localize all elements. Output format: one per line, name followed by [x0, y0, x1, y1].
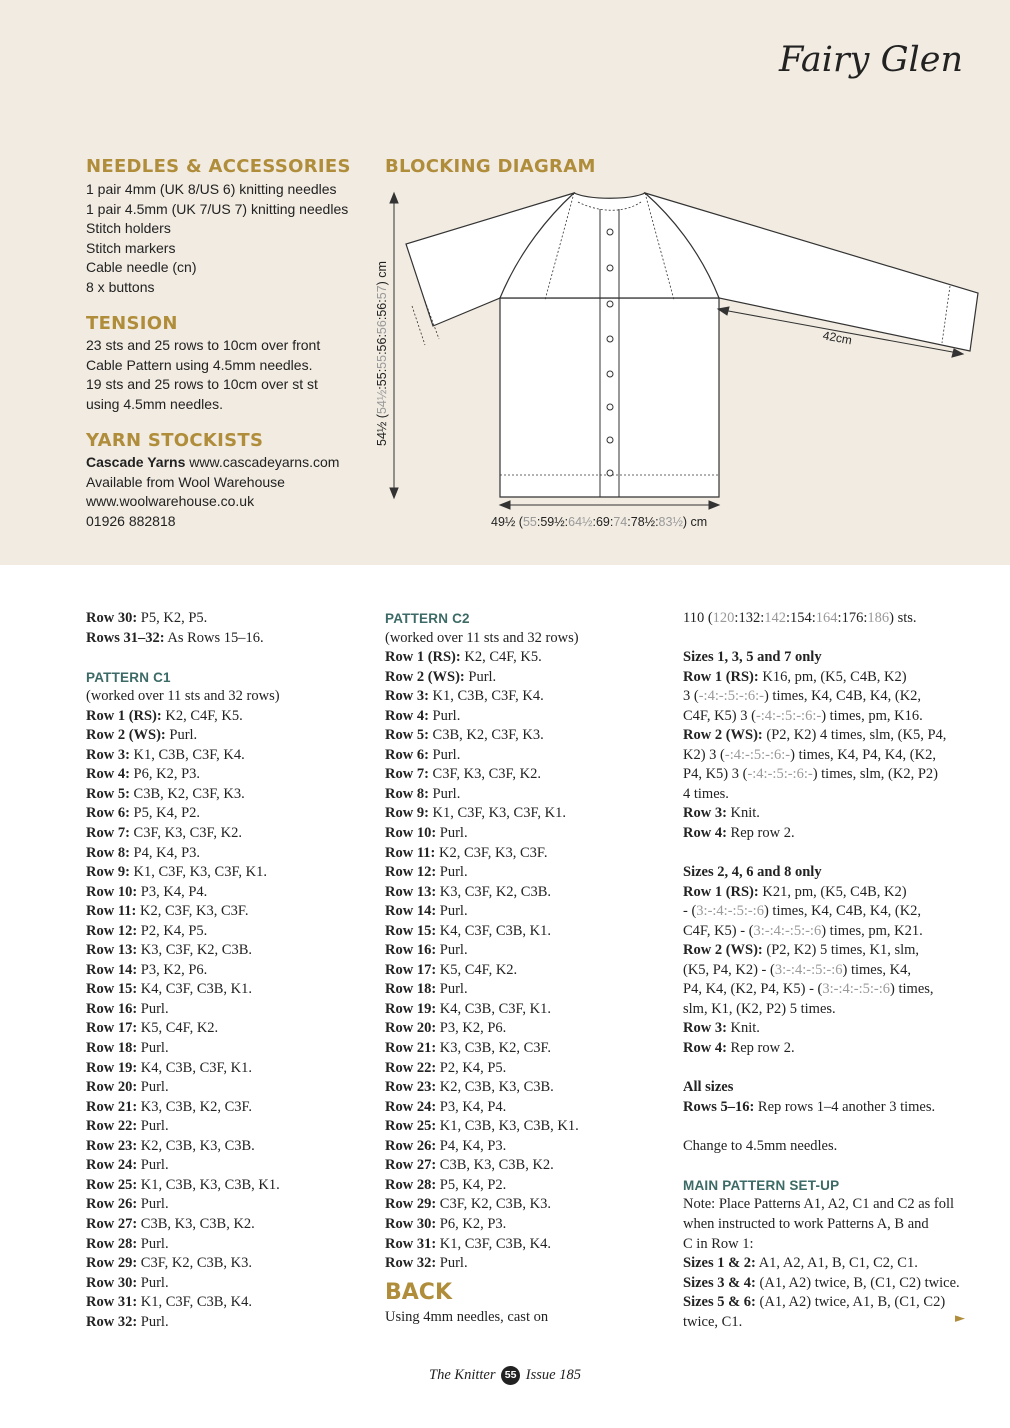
button	[607, 437, 613, 443]
footer-magazine: The Knitter	[429, 1366, 500, 1383]
row-line: slm, K1, (K2, P2) 5 times.	[683, 1000, 836, 1017]
row-line: Row 26: P4, K4, P3.	[385, 1137, 507, 1154]
width-arrow-head	[709, 501, 719, 509]
continue-arrow-icon: ►	[955, 1311, 965, 1326]
blocking-diagram	[0, 0, 1010, 565]
row-line: (K5, P4, K2) - (3:-:4:-:5:-:6) times, K4,	[683, 961, 911, 978]
row-line: Row 31: K1, C3F, C3B, K4.	[385, 1235, 552, 1252]
row-line: Row 20: P3, K2, P6.	[385, 1020, 507, 1037]
row-line: Row 3: Knit.	[683, 1020, 760, 1037]
row-line: Row 32: Purl.	[385, 1255, 468, 1272]
row-line: Row 10: Purl.	[385, 825, 468, 842]
needles-heading: NEEDLES & ACCESSORIES	[86, 156, 351, 177]
row-line: P4, K4, (K2, P4, K5) - (3:-:4:-:5:-:6) times,	[683, 981, 934, 998]
row-line: Row 30: Purl.	[86, 1274, 169, 1291]
main-pattern-heading: MAIN PATTERN SET-UP	[683, 1177, 840, 1193]
row-line: Row 26: Purl.	[86, 1196, 169, 1213]
row-line: Row 18: Purl.	[86, 1040, 169, 1057]
row-line: Row 21: K3, C3B, K2, C3F.	[385, 1040, 552, 1057]
row-line: Row 9: K1, C3F, K3, C3F, K1.	[86, 864, 267, 881]
row-line: Row 8: Purl.	[385, 785, 461, 802]
button	[607, 265, 613, 271]
row-line: Row 30: P6, K2, P3.	[385, 1215, 507, 1232]
needles-item: Cable needle (cn)	[86, 259, 197, 276]
row-line: Row 9: K1, C3F, K3, C3F, K1.	[385, 805, 566, 822]
row-line: Row 24: P3, K4, P4.	[385, 1098, 507, 1115]
row-line: Row 2 (WS): Purl.	[385, 668, 497, 685]
row-line: Row 16: Purl.	[385, 942, 468, 959]
row-line: Rows 31–32: As Rows 15–16.	[86, 629, 264, 646]
back-text: Using 4mm needles, cast on	[385, 1308, 549, 1325]
row-line: Row 15: K4, C3F, C3B, K1.	[385, 922, 552, 939]
row-line: Row 21: K3, C3B, K2, C3F.	[86, 1098, 253, 1115]
row-line: Row 3: K1, C3B, C3F, K4.	[86, 746, 245, 763]
row-line: Row 14: P3, K2, P6.	[86, 961, 208, 978]
sizes-even-heading: Sizes 2, 4, 6 and 8 only	[683, 864, 822, 881]
button	[607, 229, 613, 235]
note-line: when instructed to work Patterns A, B and	[683, 1215, 929, 1232]
pattern-title: Fairy Glen	[778, 40, 963, 80]
needles-item: Stitch holders	[86, 220, 171, 237]
row-line: C4F, K5) - (3:-:4:-:5:-:6) times, pm, K21.	[683, 922, 923, 939]
tension-line: Cable Pattern using 4.5mm needles.	[86, 356, 313, 373]
row-line: Row 23: K2, C3B, K3, C3B.	[86, 1137, 255, 1154]
left-cuff-line	[412, 306, 425, 345]
row-line: Row 5: C3B, K2, C3F, K3.	[385, 727, 544, 744]
pattern-c1-note: (worked over 11 sts and 32 rows)	[86, 688, 280, 705]
row-line: Row 10: P3, K4, P4.	[86, 883, 208, 900]
row-line: Row 4: P6, K2, P3.	[86, 766, 201, 783]
column-2	[385, 609, 579, 1327]
row-line: Row 24: Purl.	[86, 1157, 169, 1174]
needles-item: 1 pair 4mm (UK 8/US 6) knitting needles	[86, 181, 337, 197]
pattern-c1-heading: PATTERN C1	[86, 669, 171, 685]
row-line: Row 31: K1, C3F, C3B, K4.	[86, 1294, 253, 1311]
column-1	[86, 609, 280, 1332]
row-line: Row 4: Rep row 2.	[683, 1040, 795, 1057]
row-line: K2) 3 (-:4:-:5:-:6:-) times, K4, P4, K4, (K2,	[683, 746, 936, 763]
row-line: Row 19: K4, C3B, C3F, K1.	[86, 1059, 253, 1076]
row-line: Row 6: Purl.	[385, 746, 461, 763]
row-line: Row 3: Knit.	[683, 805, 760, 822]
button	[607, 336, 613, 342]
button	[607, 470, 613, 476]
tension-line: 23 sts and 25 rows to 10cm over front	[86, 337, 321, 353]
size-line: twice, C1.	[683, 1313, 743, 1330]
length-arrow-head	[390, 488, 398, 498]
button	[607, 404, 613, 410]
row-line: Row 18: Purl.	[385, 981, 468, 998]
all-sizes-heading: All sizes	[683, 1079, 734, 1096]
row-line: Row 7: C3F, K3, C3F, K2.	[86, 825, 242, 842]
note-line: C in Row 1:	[683, 1235, 754, 1252]
width-arrow-head	[500, 501, 510, 509]
row-line: Row 12: P2, K4, P5.	[86, 922, 208, 939]
sleeve-label: 42cm	[821, 328, 854, 348]
yarn-brand: Cascade Yarns	[86, 454, 186, 470]
row-line: 3 (-:4:-:5:-:6:-) times, K4, C4B, K4, (K2,	[683, 688, 922, 705]
back-heading: BACK	[385, 1279, 452, 1305]
row-line: Row 11: K2, C3F, K3, C3F.	[385, 844, 548, 861]
row-line: Row 28: P5, K4, P2.	[385, 1176, 507, 1193]
row-line: Row 12: Purl.	[385, 864, 468, 881]
row-line: - (3:-:4:-:5:-:6) times, K4, C4B, K4, (K2,	[683, 903, 922, 920]
row-line: Row 15: K4, C3F, C3B, K1.	[86, 981, 253, 998]
row-line: Row 13: K3, C3F, K2, C3B.	[385, 883, 552, 900]
size-line: Sizes 3 & 4: (A1, A2) twice, B, (C1, C2) twice.	[683, 1274, 960, 1291]
row-line: C4F, K5) 3 (-:4:-:5:-:6:-) times, pm, K16.	[683, 707, 923, 724]
row-line: Row 29: C3F, K2, C3B, K3.	[86, 1255, 253, 1272]
length-label: 54½ (54½:55:55:56:56:56:57) cm	[375, 261, 389, 446]
yarn-line: 01926 882818	[86, 512, 176, 529]
row-line: Row 13: K3, C3F, K2, C3B.	[86, 942, 253, 959]
row-line: Row 8: P4, K4, P3.	[86, 844, 201, 861]
diagram-heading: BLOCKING DIAGRAM	[385, 156, 596, 177]
footer-issue: Issue 185	[522, 1366, 581, 1383]
length-arrow-head	[390, 193, 398, 203]
row-line: Row 6: P5, K4, P2.	[86, 805, 201, 822]
row-line: Row 30: P5, K2, P5.	[86, 610, 208, 626]
row-line: P4, K5) 3 (-:4:-:5:-:6:-) times, slm, (K2, P2)	[683, 766, 938, 783]
row-line: Row 25: K1, C3B, K3, C3B, K1.	[86, 1176, 280, 1193]
row-line: Row 25: K1, C3B, K3, C3B, K1.	[385, 1118, 579, 1135]
needles-item: Stitch markers	[86, 239, 176, 256]
row-line: Row 3: K1, C3B, C3F, K4.	[385, 688, 544, 705]
row-line: Row 27: C3B, K3, C3B, K2.	[86, 1215, 255, 1232]
row-line: Row 27: C3B, K3, C3B, K2.	[385, 1157, 554, 1174]
row-line: Row 1 (RS): K2, C4F, K5.	[86, 707, 243, 724]
size-line: Sizes 5 & 6: (A1, A2) twice, A1, B, (C1, C2)	[683, 1294, 946, 1311]
row-line: Row 28: Purl.	[86, 1235, 169, 1252]
row-line: Row 22: P2, K4, P5.	[385, 1059, 507, 1076]
row-line: Row 2 (WS): (P2, K2) 5 times, K1, slm,	[683, 942, 920, 959]
width-label: 49½ (55:59½:64½:69:74:78½:83½) cm	[491, 515, 708, 529]
button	[607, 371, 613, 377]
tension-line: 19 sts and 25 rows to 10cm over st st	[86, 376, 318, 393]
row-line: Row 23: K2, C3B, K3, C3B.	[385, 1079, 554, 1096]
tension-line: using 4.5mm needles.	[86, 395, 223, 412]
row-line: Row 17: K5, C4F, K2.	[86, 1020, 219, 1037]
row-line: Row 4: Rep row 2.	[683, 825, 795, 842]
row-line: Row 16: Purl.	[86, 1000, 169, 1017]
row-line: Row 2 (WS): Purl.	[86, 727, 198, 744]
yarn-brand-url[interactable]: www.cascadeyarns.com	[185, 454, 340, 470]
yarn-line[interactable]: www.woolwarehouse.co.uk	[86, 493, 255, 510]
row-line: Row 20: Purl.	[86, 1079, 169, 1096]
size-line: Sizes 1 & 2: A1, A2, A1, B, C1, C2, C1.	[683, 1255, 918, 1272]
row-line: Row 7: C3F, K3, C3F, K2.	[385, 766, 541, 783]
row-line: Row 4: Purl.	[385, 707, 461, 724]
yarn-line: Available from Wool Warehouse	[86, 473, 285, 490]
needles-item: 8 x buttons	[86, 278, 155, 295]
row-line: Row 2 (WS): (P2, K2) 4 times, slm, (K5, P4,	[683, 727, 947, 744]
pattern-c2-heading: PATTERN C2	[385, 611, 470, 626]
row-line: Row 14: Purl.	[385, 903, 468, 920]
cast-on-count: 110 (120:132:142:154:164:176:186) sts.	[683, 610, 917, 626]
row-line: Row 11: K2, C3F, K3, C3F.	[86, 903, 249, 920]
row-line: Rows 5–16: Rep rows 1–4 another 3 times.	[683, 1098, 936, 1115]
row-line: Row 1 (RS): K2, C4F, K5.	[385, 649, 542, 666]
page-footer	[0, 1366, 1010, 1385]
page-number: 55	[501, 1366, 520, 1385]
row-line: Row 19: K4, C3B, C3F, K1.	[385, 1000, 552, 1017]
row-line: Row 1 (RS): K16, pm, (K5, C4B, K2)	[683, 668, 907, 685]
row-line: Row 1 (RS): K21, pm, (K5, C4B, K2)	[683, 883, 907, 900]
row-line: Row 17: K5, C4F, K2.	[385, 961, 518, 978]
row-line: Row 32: Purl.	[86, 1313, 169, 1330]
body-outline	[500, 298, 719, 497]
button	[607, 301, 613, 307]
yarn-heading: YARN STOCKISTS	[86, 430, 264, 451]
column-3	[683, 609, 960, 1332]
row-line: Row 29: C3F, K2, C3B, K3.	[385, 1196, 552, 1213]
row-line: 4 times.	[683, 785, 729, 802]
row-line: Row 5: C3B, K2, C3F, K3.	[86, 785, 245, 802]
note-line: Note: Place Patterns A1, A2, C1 and C2 as foll	[683, 1196, 955, 1213]
row-line: Row 22: Purl.	[86, 1118, 169, 1135]
sleeve-arrow-head	[952, 349, 963, 357]
change-needles-text: Change to 4.5mm needles.	[683, 1137, 838, 1154]
pattern-c2-note: (worked over 11 sts and 32 rows)	[385, 629, 579, 646]
sleeve-arrow-head	[718, 307, 729, 315]
needles-item: 1 pair 4.5mm (UK 7/US 7) knitting needles	[86, 200, 349, 217]
sizes-odd-heading: Sizes 1, 3, 5 and 7 only	[683, 649, 822, 666]
tension-heading: TENSION	[86, 313, 178, 334]
